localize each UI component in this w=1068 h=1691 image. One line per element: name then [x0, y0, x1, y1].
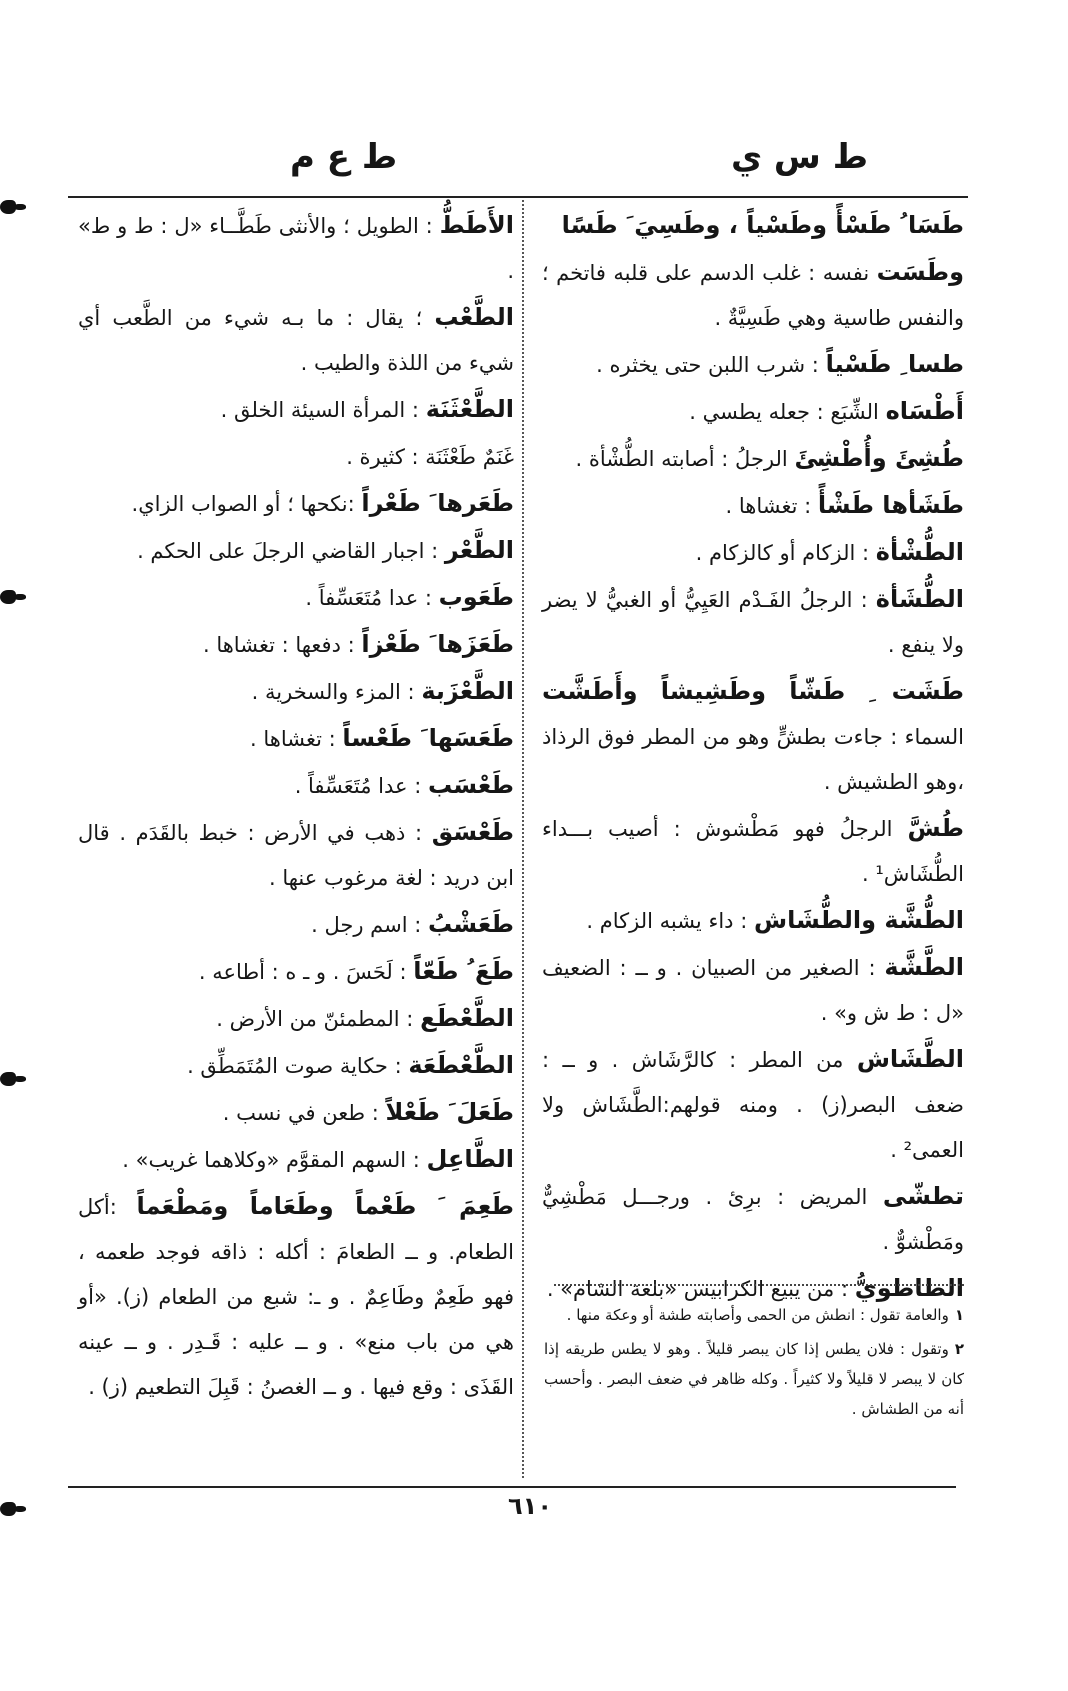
definition: : دفعها : تغشاها .: [202, 633, 355, 657]
definition: : اسم رجل .: [311, 913, 422, 937]
definition: : الطويل ؛ والأنثى طَطَّــاء «ل : ط و ط» .: [78, 214, 514, 283]
definition: الشِّبَع : جعله يطسي .: [689, 400, 879, 424]
page-number: ٦١٠: [508, 1492, 552, 1520]
entry: [78, 1184, 514, 1410]
entry: [78, 902, 514, 948]
headword: الطَّاعِل: [426, 1145, 514, 1173]
definition: : من يبيع الكرابيس «بلغة الشام» .: [546, 1277, 849, 1301]
running-head-left: ط ع م: [290, 137, 398, 177]
definition: : حكاية صوت المُتَمَطِّق .: [187, 1054, 402, 1078]
footnote: [544, 1334, 964, 1424]
entry: [542, 389, 964, 435]
entry: [78, 1137, 514, 1183]
entry: [78, 528, 514, 574]
headword: طَعْسَب: [428, 771, 514, 799]
headword: طسا ِ طَسْياً: [825, 350, 964, 378]
headword: الطَّعْثَنَة: [425, 395, 514, 423]
headword: الطَّعْطَعَة: [408, 1051, 514, 1079]
entry: [542, 577, 964, 668]
column-divider: [522, 200, 524, 1478]
headword: طَعَرها َ طَعْراً: [361, 489, 514, 517]
entry: [78, 1090, 514, 1136]
definition: : الرجلُ الفَـدْم العَيِيُّ أو الغبيُّ لا يضر ولا ينفع .: [542, 588, 964, 657]
entry: [542, 1174, 964, 1265]
headword: الطَّشَاش: [856, 1045, 964, 1073]
entry: [542, 898, 964, 944]
definition: : الصغير من الصبيان . و ــ : الضعيف «ل : ط ش و» .: [542, 956, 964, 1025]
headword: الطَّشَّة: [884, 953, 964, 981]
entry: [542, 530, 964, 576]
headword: طُشَّ: [907, 814, 964, 842]
definition: : ذهب في الأرض : خبط بالقَدَم . قال ابن دريد : لغة مرغوب عنها .: [78, 821, 514, 890]
headword: الطَّعْب: [434, 303, 514, 331]
binding-mark-icon: [0, 200, 16, 214]
entry: [542, 669, 964, 805]
definition: : المرأة السيئة الخلق .: [220, 398, 419, 422]
headword: طَعَ ُ طَعّاً: [413, 957, 514, 985]
definition: ؛ يقال : ما بـه شيء من الطَّعب أي شيء من اللذة والطيب .: [78, 306, 514, 375]
headword: الطَّعْر: [444, 536, 514, 564]
headword: تطشّى: [882, 1182, 964, 1210]
entry: [78, 203, 514, 294]
definition: : اجبار القاضي الرجلَ على الحكم .: [137, 539, 439, 563]
entry: [78, 949, 514, 995]
binding-mark-icon: [0, 590, 16, 604]
header-rule: [68, 196, 968, 198]
definition: : تغشاها .: [250, 727, 336, 751]
headword: طَعْسَق: [431, 818, 514, 846]
footnote-text: وتقول : فلان يطس إذا كان يبصر قليلاً . وهو لا يطس طريقه إذا كان لا يبصر لا قليلاً ولا كثيراً . وكله ظاهر في ضعف البصر . وأحسب أنه من الطشاش .: [544, 1340, 964, 1418]
definition: : لَحَسَ . و ـ ه : أطاعه .: [198, 960, 407, 984]
entry: [78, 295, 514, 386]
headword: طَعَشْبُ: [428, 910, 514, 938]
headword: وطَسَت: [876, 258, 964, 286]
entry: [78, 481, 514, 527]
headword: الطَّعْطَع: [420, 1004, 514, 1032]
headword: طَعَلَ َ طَعْلاً: [385, 1098, 514, 1126]
definition: : طعن في نسب .: [222, 1101, 379, 1125]
definition: : داء يشبه الزكام .: [586, 909, 748, 933]
headword: طَشَأها طَشْأً: [817, 491, 964, 519]
definition: : السهم المقوَّم «وكلاهما غريب» .: [122, 1148, 420, 1172]
footnote-rule: [554, 1284, 964, 1286]
headword: طَعِمَ َ طَعْماً وطَعَاماً ومَطْعَماً: [136, 1192, 514, 1220]
left-column: [78, 203, 514, 1411]
definition: السماء : جاءت بطشٍّ وهو من المطر فوق الرذاذ ،وهو الطشيش .: [542, 725, 964, 794]
running-head-right: ط س ي: [730, 137, 868, 177]
headword: الطُّشَأة: [875, 585, 964, 613]
entry: [542, 806, 964, 897]
entry: [78, 716, 514, 762]
right-column: [542, 203, 964, 1313]
footnotes: [544, 1300, 964, 1428]
definition: :نكحها ؛ أو الصواب الزاي.: [131, 492, 355, 516]
definition: : عدا مُتَعَسِّفاً .: [305, 586, 432, 610]
binding-mark-icon: [0, 1502, 16, 1516]
entry: [542, 1037, 964, 1173]
definition: غَنَمٌ طَعْثَنَة : كثيرة .: [346, 445, 514, 469]
entry: [78, 810, 514, 901]
footnote: [544, 1300, 964, 1330]
entry: [78, 575, 514, 621]
entry: [542, 436, 964, 482]
footnote-number: ١: [954, 1306, 964, 1324]
entry: [542, 250, 964, 341]
footnote-number: ٢: [954, 1340, 964, 1358]
headword: طَعَوب: [438, 583, 514, 611]
definition: : شرب اللبن حتى يخثره .: [596, 353, 819, 377]
headword: طَعَزَها َ طَعْزاً: [361, 630, 514, 658]
entry: [78, 387, 514, 433]
headword: طُشِئَ وأُطْشِئَ: [794, 444, 964, 472]
definition: :أكل الطعام. و ــ الطعامَ : أكله : ذاقه فوجد طعمه ، فهو طَعِمٌ وطَاعِمٌ . و ـ: شبع من الطعام (ز). «أو هي من باب منع» . و ــ عليه : قَـدِر . و ــ عينه القَذَى : وقع فيها . و ــ الغصنُ : قَبِلَ التطعيم (ز) .: [78, 1195, 514, 1399]
definition: : المزء والسخرية .: [251, 680, 415, 704]
entry: [78, 622, 514, 668]
headword: الأَطَطُّ: [439, 211, 514, 239]
entry: [542, 203, 964, 249]
definition: : الزكام أو كالزكام .: [695, 541, 870, 565]
headword: الطاطويُّ: [854, 1274, 964, 1302]
footnote-text: والعامة تقول : انطش من الحمى وأصابته طشة أو وعكة منها .: [566, 1306, 949, 1324]
definition: الرجلُ : أصابته الطُّشْأة .: [575, 447, 788, 471]
entry: [542, 342, 964, 388]
headword: الطُّشَّة والطُّشَاش: [753, 906, 964, 934]
headword: طَشَت ِ طَشّاً وطَشِيشاً وأَطَشَّت: [542, 677, 964, 705]
binding-mark-icon: [0, 1072, 16, 1086]
headword: طَسَا ُ طَسْأً وطَسْياً ، وطَسِيَ َ طَسًا: [561, 211, 964, 239]
entry: [78, 996, 514, 1042]
entry: [78, 669, 514, 715]
definition: : المطمئنّ من الأرض .: [216, 1007, 414, 1031]
definition: نفسه : غلب الدسم على قلبه فاتخم ؛ والنفس طاسية وهي طَسِيَّةٌ .: [542, 261, 964, 330]
headword: أَطْسَاه: [885, 397, 964, 425]
entry: [542, 483, 964, 529]
definition: المريض : برِئ . ورجـــل مَطْشِيٌّ ومَطْشوٌّ .: [542, 1185, 964, 1254]
entry: [78, 763, 514, 809]
headword: الطُّشْأة: [875, 538, 964, 566]
definition: : تغشاها .: [725, 494, 812, 518]
headword: الطَّعْزَبة: [421, 677, 514, 705]
entry: [542, 945, 964, 1036]
footer-rule: [68, 1486, 956, 1488]
headword: طَعَسَها َ طَعْساً: [342, 724, 514, 752]
entry: [78, 1043, 514, 1089]
definition: من المطر : كالرَّشَاش . و ــ : ضعف البصر(ز) . ومنه قولهم:الطَّشَاش ولا العمى² .: [542, 1048, 964, 1162]
definition: الرجلُ فهو مَطْشوش : أصيب بـــداء الطُّشَاش¹ .: [542, 817, 964, 886]
definition: : عدا مُتَعَسِّفاً .: [294, 774, 422, 798]
entry: [78, 434, 514, 480]
